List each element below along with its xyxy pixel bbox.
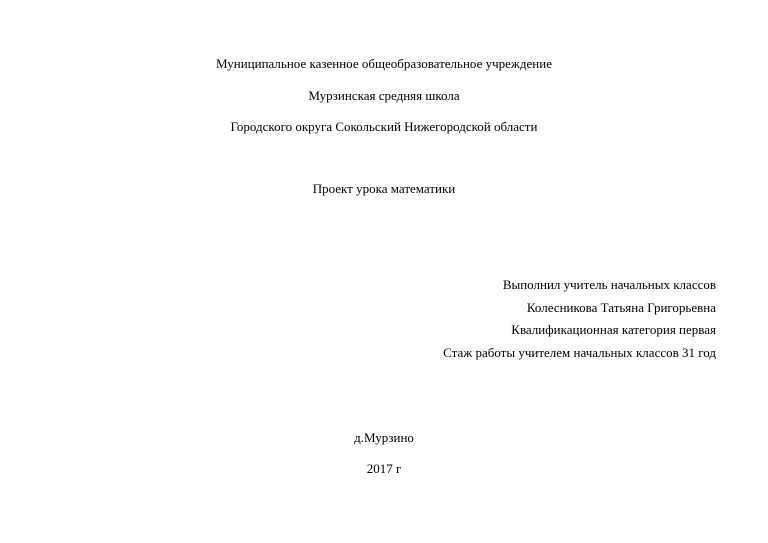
author-category: Квалификационная категория первая bbox=[511, 322, 716, 337]
project-title: Проект урока математики bbox=[312, 181, 456, 196]
district-name: Городского округа Сокольский Нижегородской области bbox=[230, 119, 538, 134]
institution-name: Муниципальное казенное общеобразовательное учреждение bbox=[216, 56, 552, 71]
author-name: Колесникова Татьяна Григорьевна bbox=[526, 300, 716, 315]
author-experience: Стаж работы учителем начальных классов 31 год bbox=[443, 345, 716, 360]
school-name: Мурзинская средняя школа bbox=[308, 88, 460, 103]
document-year: 2017 г bbox=[366, 461, 402, 476]
place-name: д.Мурзино bbox=[354, 430, 414, 445]
author-role: Выполнил учитель начальных классов bbox=[502, 277, 716, 292]
